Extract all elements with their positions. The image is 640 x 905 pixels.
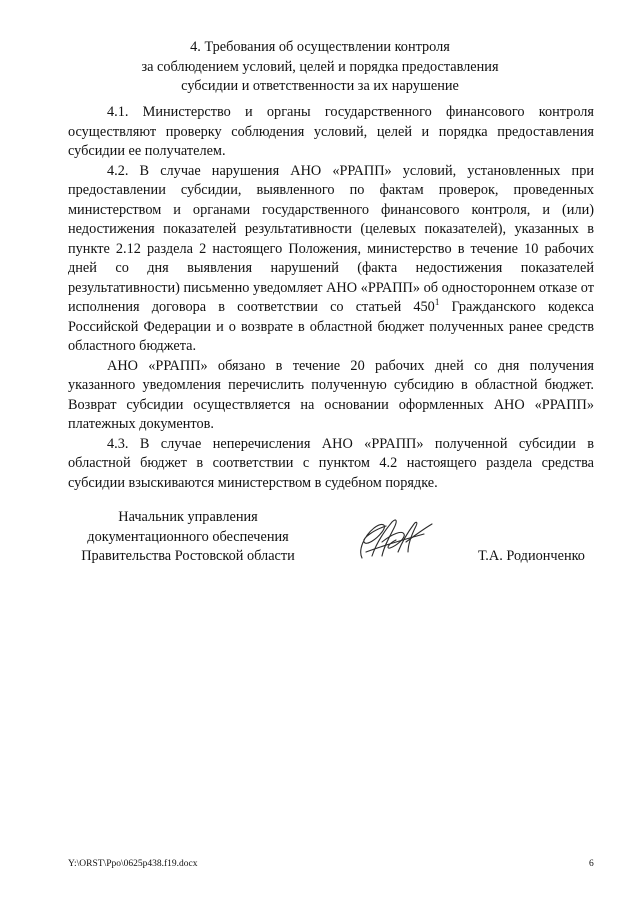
signatory-title-line-1: Начальник управления bbox=[118, 509, 258, 525]
signatory-title bbox=[68, 508, 308, 567]
section-heading bbox=[0, 38, 640, 97]
heading-line-1: 4. Требования об осуществлении контроля bbox=[190, 39, 450, 55]
signatory-title-line-2: документационного обеспечения bbox=[87, 528, 289, 545]
paragraph-4-2-text-a: 4.2. В случае нарушения АНО «РРАПП» условий, установленных при предоставлении субсидии, выявленного по фактам проверок, проведенных министерством и органами государственного финансового контроля, и (или) недостижения показателей результативности (целевых показателей), указанных в пункте 2.12 раздела 2 настоящего Положения, министерство в течение 10 рабочих дней со дня выявления нарушений (факта недостижения показателей результативности) письменно уведомляет АНО «РРАПП» об одностороннем отказе от исполнения договора в соответствии со статьей 450 bbox=[68, 162, 594, 315]
signatory-name: Т.А. Родионченко bbox=[478, 548, 585, 564]
heading-line-3: субсидии и ответственности за их нарушение bbox=[181, 78, 459, 94]
heading-line-2: за соблюдением условий, целей и порядка предоставления bbox=[141, 58, 499, 75]
paragraph-4-1: 4.1. Министерство и органы государственного финансового контроля осуществляют проверку соблюдения условий, целей и порядка предоставления субсидии ее получателем. bbox=[68, 104, 594, 159]
article-superscript: 1 bbox=[434, 297, 440, 308]
paragraph-refund: АНО «РРАПП» обязано в течение 20 рабочих дней со дня получения указанного уведомления перечислить полученную субсидию в областной бюджет. Возврат субсидии осуществляется на основании оформленных АНО «РРАПП» платежных документов. bbox=[68, 357, 594, 432]
page-number: 6 bbox=[589, 859, 594, 869]
signatory-title-line-3: Правительства Ростовской области bbox=[81, 548, 295, 564]
paragraph-4-2 bbox=[68, 162, 594, 357]
paragraph-4-2-text-b: Гражданского кодекса Российской Федерации и о возврате в областной бюджет полученных ранее средств областного бюджета. bbox=[68, 299, 594, 354]
document-body bbox=[68, 103, 594, 493]
footer-file-path: Y:\ORST\Ppo\0625p438.f19.docx bbox=[68, 859, 198, 869]
paragraph-4-3: 4.3. В случае неперечисления АНО «РРАПП» полученной субсидии в областной бюджет в соответствии с пунктом 4.2 настоящего раздела средства субсидии взыскиваются министерством в судебном порядке. bbox=[68, 435, 594, 491]
handwritten-signature bbox=[352, 512, 436, 564]
